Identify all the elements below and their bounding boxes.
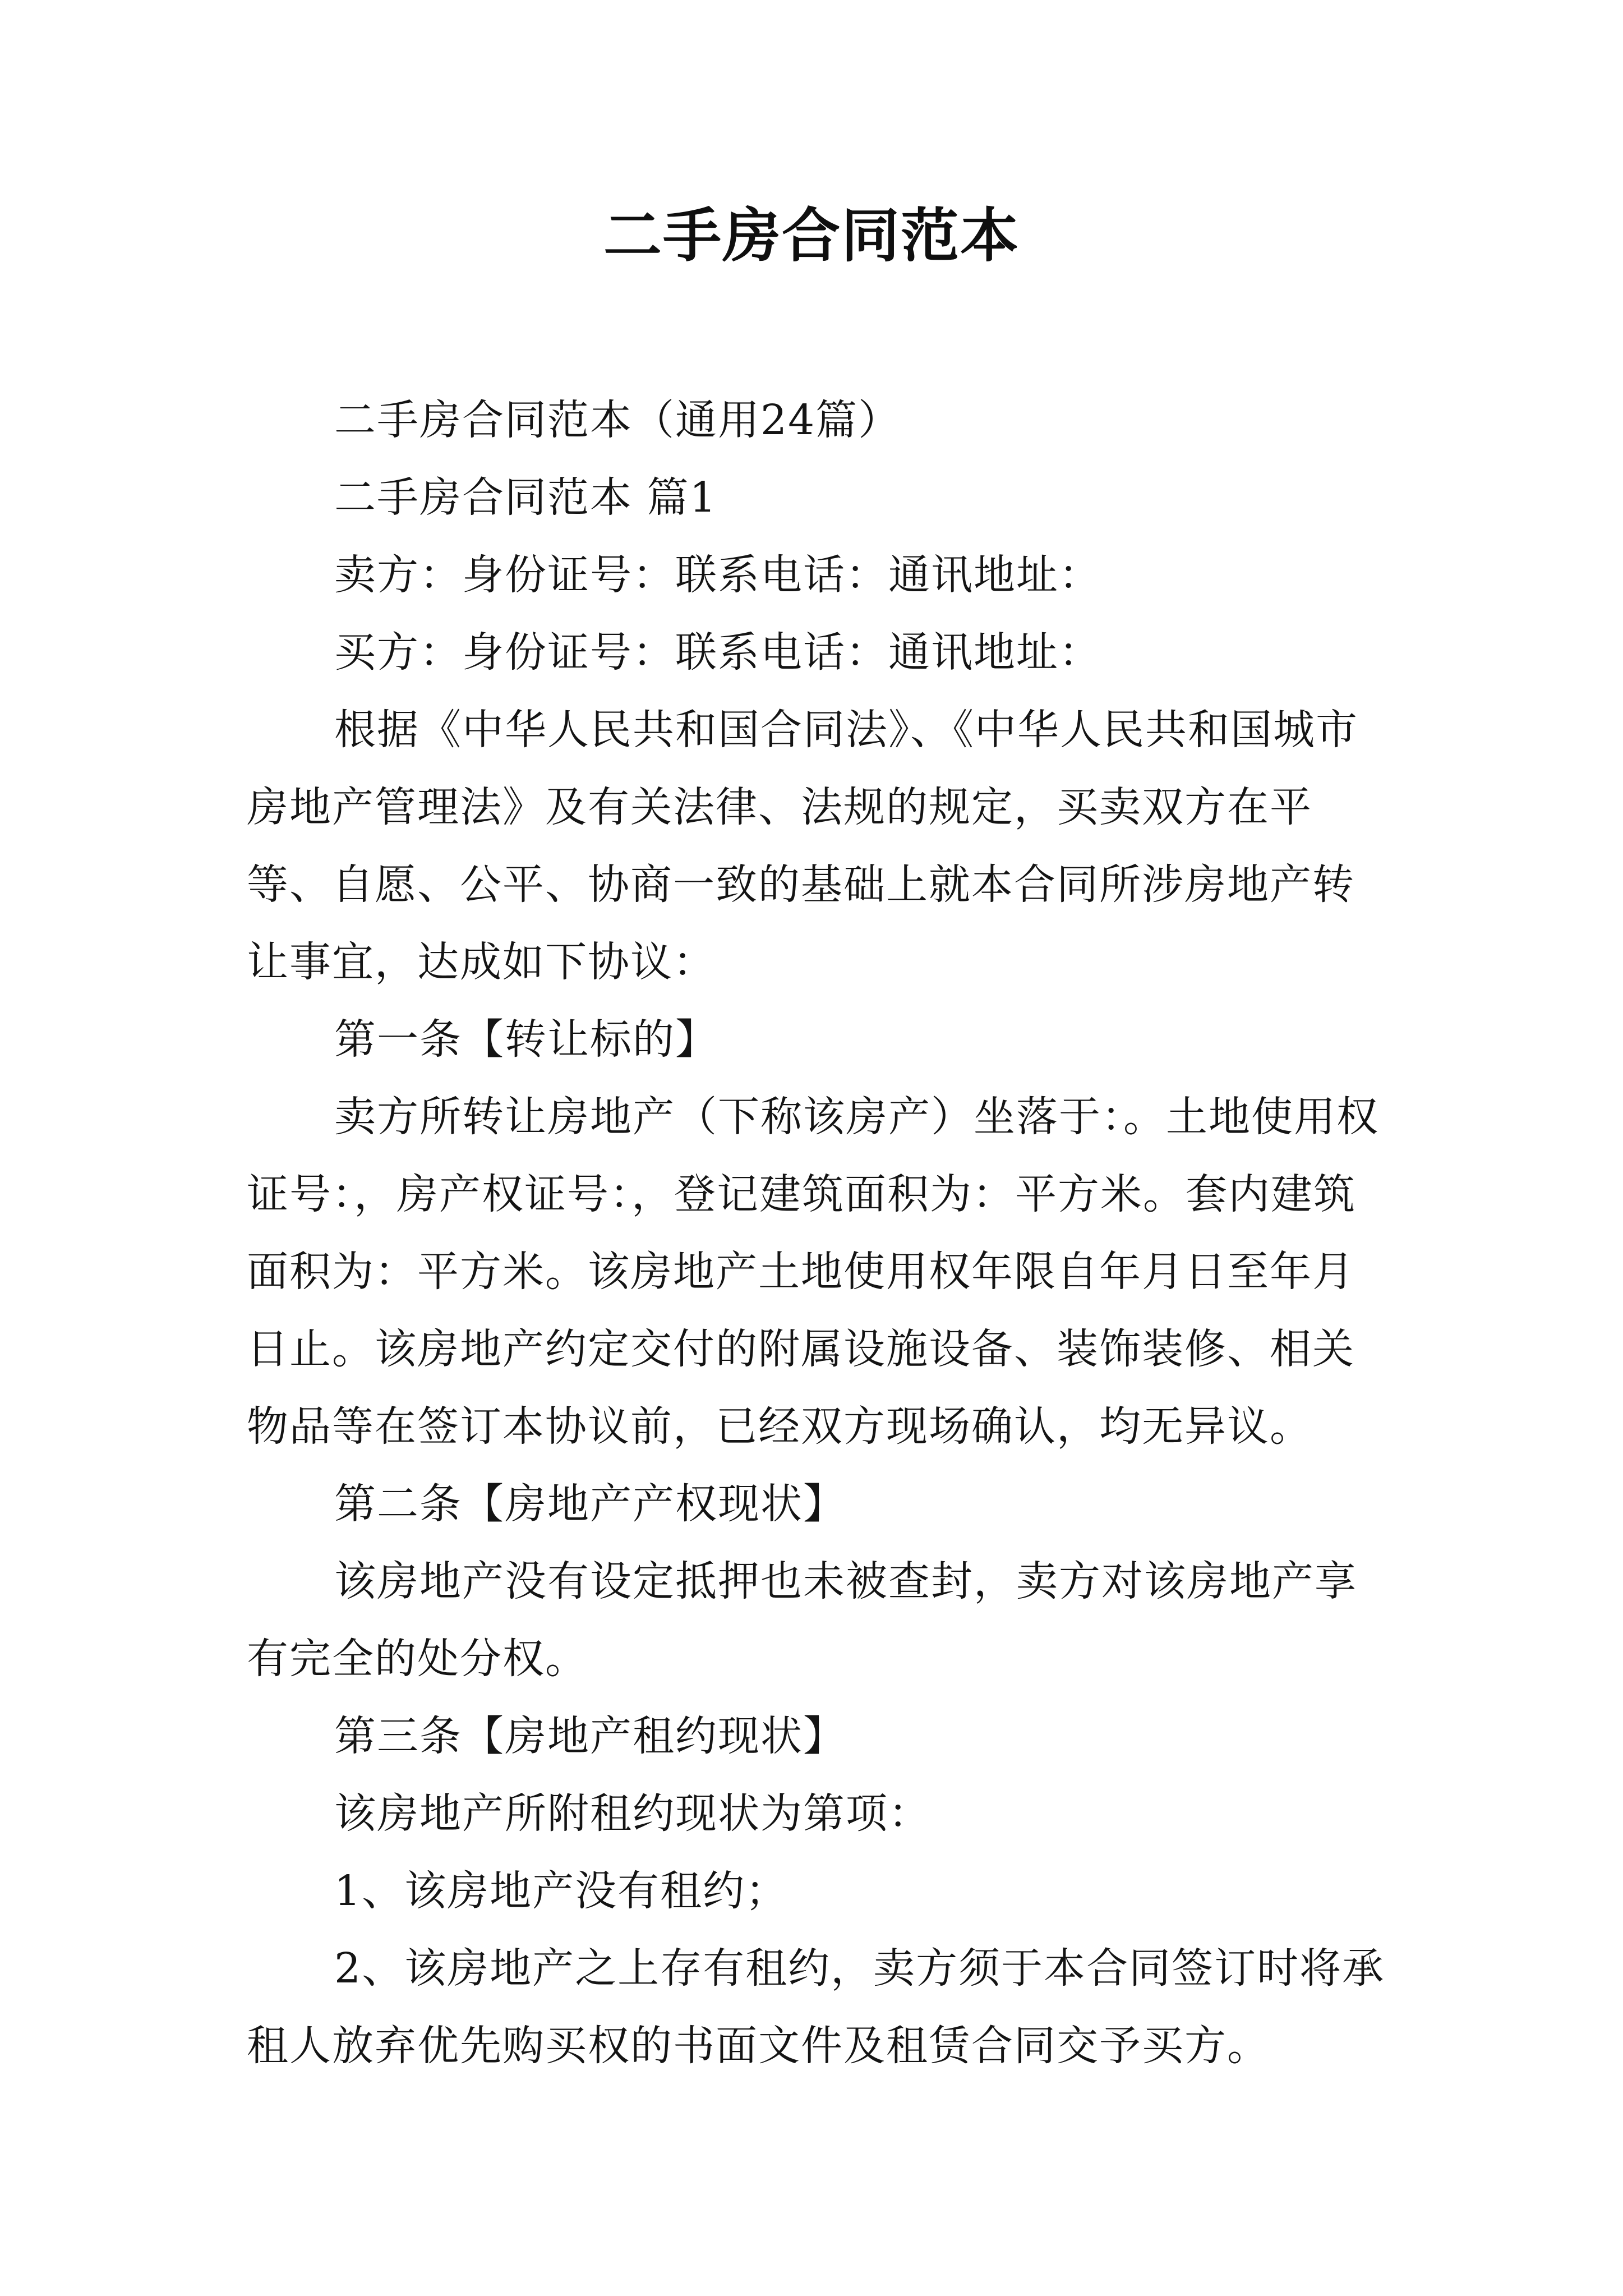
list-item: 1、该房地产没有租约； — [334, 1867, 789, 1915]
paragraph-section-heading: 二手房合同范本 篇1 — [334, 473, 717, 522]
list-item: 2、该房地产之上存有租约，卖方须于本合同签订时将承租人放弃优先购买权的书面文件及租赁合同交予买方。 — [247, 1944, 1385, 2070]
article-3-heading: 第三条【房地产租约现状】 — [334, 1712, 846, 1760]
article-2-body: 该房地产没有设定抵押也未被查封，卖方对该房地产享有完全的处分权。 — [247, 1557, 1357, 1683]
article-1-body: 卖方所转让房地产（下称该房产）坐落于：。土地使用权证号：，房产权证号：，登记建筑面积为：平方米。套内建筑面积为：平方米。该房地产土地使用权年限自年月日至年月日止。该房地产约定交付的附属设施设备、装饰装修、相关物品等在签订本协议前，已经双方现场确认，均无异议。 — [247, 1093, 1379, 1451]
article-2-heading: 第二条【房地产产权现状】 — [334, 1480, 846, 1528]
paragraph-subtitle: 二手房合同范本（通用24篇） — [334, 396, 901, 444]
paragraph-buyer-info: 买方：身份证号：联系电话：通讯地址： — [334, 628, 1101, 677]
document-body — [247, 381, 1391, 2085]
article-3-body: 该房地产所附租约现状为第项： — [334, 1789, 931, 1838]
document-title: 二手房合同范本 — [603, 201, 1020, 270]
paragraph-preamble: 根据《中华人民共和国合同法》、《中华人民共和国城市房地产管理法》及有关法律、法规的规定，买卖双方在平等、自愿、公平、协商一致的基础上就本合同所涉房地产转让事宜，达成如下协议： — [247, 706, 1358, 986]
paragraph-seller-info: 卖方：身份证号：联系电话：通讯地址： — [334, 551, 1101, 599]
article-1-heading: 第一条【转让标的】 — [334, 1015, 718, 1064]
